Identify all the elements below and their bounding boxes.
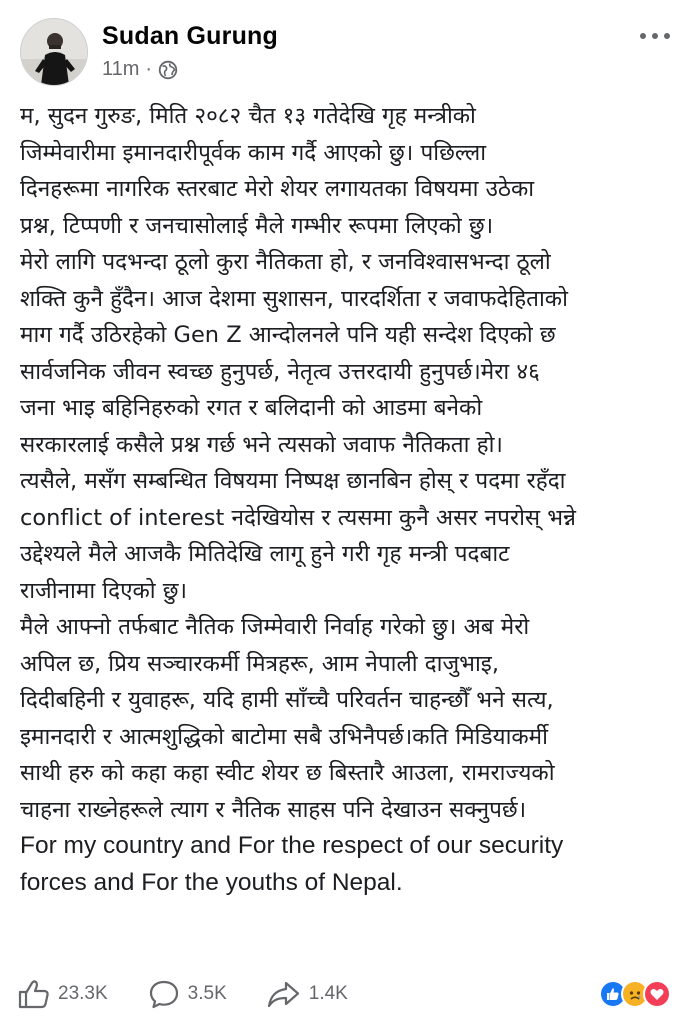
comment-count: 3.5K [187,983,227,1004]
share-count: 1.4K [308,983,348,1004]
post-line: मेरो लागि पदभन्दा ठूलो कुरा नैतिकता हो, र जनविश्वासभन्दा ठूलो [20,249,551,275]
more-options-icon[interactable] [637,24,673,48]
post-line-english: For my country and For the respect of our security [20,832,564,859]
post-line: शक्ति कुनै हुँदैन। आज देशमा सुशासन, पारदर्शिता र जवाफदेहिताको [20,285,568,312]
post-line: मैले आफ्नो तर्फबाट नैतिक जिम्मेवारी निर्वाह गरेको छु। अब मेरो [20,614,530,640]
reaction-summary[interactable] [605,980,671,1008]
meta-separator: · [145,58,153,80]
post-line-english: forces and For the youths of Nepal. [20,868,403,896]
share-button[interactable] [267,979,348,1009]
post-line: जिम्मेवारीमा इमानदारीपूर्वक काम गर्दै आएको छु। पछिल्ला [20,139,487,166]
post-line: conflict of interest नदेखियोस र त्यसमा कुनै असर नपरोस् भन्ने [20,504,576,531]
post-header [20,18,673,88]
author-name[interactable]: Sudan Gurung [102,22,278,50]
post-line: चाहना राख्नेहरूले त्याग र नैतिक साहस पनि देखाउन सक्नुपर्छ। [20,796,527,823]
post-line: प्रश्न, टिप्पणी र जनचासोलाई मैले गम्भीर रूपमा लिएको छु। [20,212,494,239]
post-line: दिदीबहिनी र युवाहरू, यदि हामी साँच्चै परिवर्तन चाहन्छौँ भने सत्य, [20,687,554,713]
post-line: जना भाइ बहिनिहरुको रगत र बलिदानी को आडमा बनेको [20,395,483,421]
comment-button[interactable] [148,979,227,1009]
avatar[interactable] [20,18,88,86]
post-line: सरकारलाई कसैले प्रश्न गर्छ भने त्यसको जवाफ नैतिकता हो। [20,431,503,458]
post-time[interactable]: 11m [102,58,140,80]
love-reaction-icon [643,980,671,1008]
post-line: त्यसैले, मसँग सम्बन्धित विषयमा निष्पक्ष छानबिन होस् र पदमा रहँदा [20,468,566,494]
post-meta [102,58,178,81]
like-button[interactable] [18,979,108,1009]
thumbs-up-icon [18,979,50,1009]
globe-icon [158,60,178,80]
like-count: 23.3K [58,983,108,1004]
post-line: सार्वजनिक जीवन स्वच्छ हुनुपर्छ, नेतृत्व उत्तरदायी हुनुपर्छ।मेरा ४६ [20,358,540,385]
post-line: उद्देश्यले मैले आजकै मितिदेखि लागू हुने गरी गृह मन्त्री पदबाट [20,541,510,567]
post-line: राजीनामा दिएको छु। [20,577,188,604]
post-body [20,98,672,901]
post-line: माग गर्दै उठिरहेको Gen Z आन्दोलनले पनि यही सन्देश दिएको छ [20,322,556,348]
post-line: दिनहरूमा नागरिक स्तरबाट मेरो शेयर लगायतका विषयमा उठेका [20,176,535,202]
post-line: साथी हरु को कहा कहा स्वीट शेयर छ बिस्तारै आउला, रामराज्यको [20,760,555,786]
share-icon [267,979,301,1009]
post-footer [18,972,671,1016]
post-line: अपिल छ, प्रिय सञ्चारकर्मी मित्रहरू, आम नेपाली दाजुभाइ, [20,650,499,677]
profile-photo [21,19,87,85]
post-line: म, सुदन गुरुङ, मिति २०८२ चैत १३ गतेदेखि गृह मन्त्रीको [20,103,476,129]
comment-icon [148,979,180,1009]
post-line: इमानदारी र आत्मशुद्धिको बाटोमा सबै उभिनैपर्छ।कति मिडियाकर्मी [20,723,548,750]
